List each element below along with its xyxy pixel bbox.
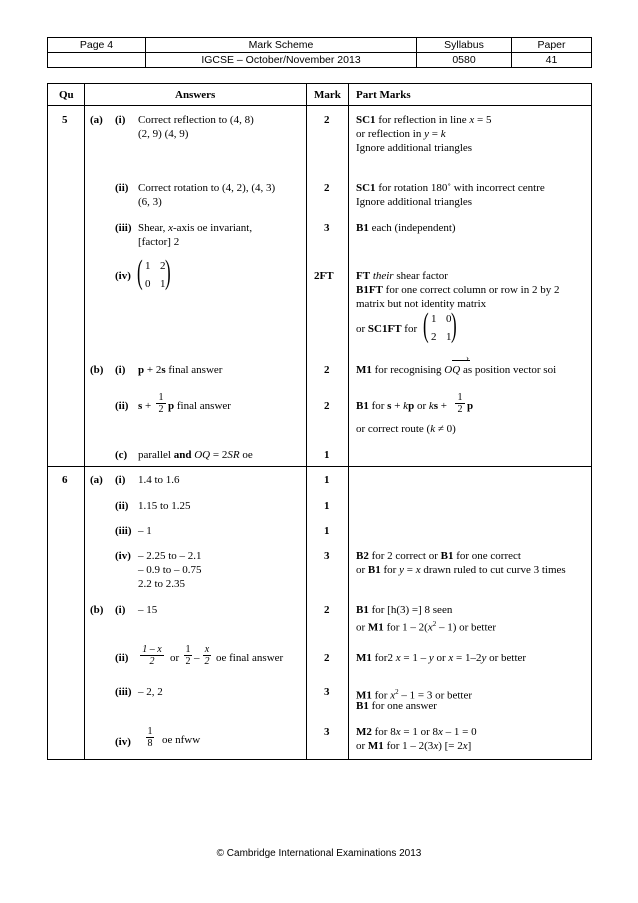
part-marks-text: B1 for one answer xyxy=(356,700,437,712)
header-syllabus-label: Syllabus xyxy=(417,38,512,53)
answer-text: (2, 9) (4, 9) xyxy=(138,128,189,140)
mark-value: 2 xyxy=(324,114,330,126)
answer-text: Shear, x-axis oe invariant, xyxy=(138,222,253,234)
matrix-right-bracket: ) xyxy=(451,307,457,344)
header-paper-label: Paper xyxy=(512,38,592,53)
mark-value: 3 xyxy=(324,222,330,234)
part-marks-text: M1 for $x^2 - 1 = 3$ or better xyxy=(356,688,473,702)
part-marks-text: SC1 for rotation 180˚ with incorrect centre xyxy=(356,182,545,194)
part-marks-text: B1FT for one correct column or row in 2 by 2 xyxy=(356,284,560,296)
answer-text: oe nfww xyxy=(162,734,201,746)
answer-text: – 0.9 to – 0.75 xyxy=(138,564,202,576)
subpart-label: (iii) xyxy=(115,686,132,698)
subpart-label: (iii) xyxy=(115,525,132,537)
header-empty xyxy=(48,53,146,68)
matrix-entry: 1 xyxy=(145,260,151,272)
answer-text: – xyxy=(194,652,200,664)
question-number: 5 xyxy=(62,114,68,126)
mark-value: 1 xyxy=(324,474,330,486)
part-marks-text: B1 for [h(3) =] 8 seen xyxy=(356,604,453,616)
subpart-label: (iv) xyxy=(115,270,131,282)
fraction: $\frac{1}{2}$ xyxy=(185,644,191,667)
answer-text: [factor] 2 xyxy=(138,236,180,248)
fraction: $\frac{1}{2}$ xyxy=(455,392,465,415)
answer-text: p final answer xyxy=(168,400,231,412)
subpart-label: (i) xyxy=(115,474,126,486)
part-label: (b) xyxy=(90,364,104,376)
answer-text: parallel and OQ = 2SR oe xyxy=(138,449,253,461)
part-marks-text: M1 for recognising OQ as position vector soi xyxy=(356,364,557,376)
answer-text: Correct rotation to (4, 2), (4, 3) xyxy=(138,182,276,194)
matrix-left-bracket: ( xyxy=(423,307,429,344)
matrix-entry: 1 xyxy=(431,313,437,325)
copyright-footer: © Cambridge International Examinations 2013 xyxy=(216,848,422,859)
matrix-entry: 0 xyxy=(145,278,151,290)
col-divider xyxy=(306,83,307,760)
fraction: $\frac{x}{2}$ xyxy=(204,644,210,667)
answer-text: 1.4 to 1.6 xyxy=(138,474,180,486)
answer-text: – 2.25 to – 2.1 xyxy=(138,550,202,562)
matrix-entry: 2 xyxy=(160,260,166,272)
vector-arrow-head: › xyxy=(466,353,469,363)
subpart-label: (ii) xyxy=(115,500,129,512)
part-label: (a) xyxy=(90,114,103,126)
part-marks-text: B1 for s + kp or ks + xyxy=(356,400,447,412)
col-header-qu: Qu xyxy=(59,89,74,101)
mark-value: 3 xyxy=(324,686,330,698)
part-marks-text: or M1 for $1 - 2(x^2 - 1)$ or better xyxy=(356,620,497,634)
mark-value: 1 xyxy=(324,525,330,537)
row-divider xyxy=(47,105,592,106)
answer-text: or xyxy=(170,652,180,664)
part-marks-text: B1 each (independent) xyxy=(356,222,456,234)
subpart-label: (ii) xyxy=(115,652,129,664)
mark-value: 1 xyxy=(324,449,330,461)
part-marks-text: matrix but not identity matrix xyxy=(356,298,487,310)
answer-text: 1.15 to 1.25 xyxy=(138,500,191,512)
col-header-part-marks: Part Marks xyxy=(356,89,411,101)
answer-text: oe final answer xyxy=(216,652,284,664)
col-divider xyxy=(84,83,85,760)
part-marks-text: or B1 for y = x drawn ruled to cut curve 3 times xyxy=(356,564,566,576)
matrix-right-bracket: ) xyxy=(165,254,171,291)
answer-text: Correct reflection to (4, 8) xyxy=(138,114,254,126)
subpart-label: (iv) xyxy=(115,550,131,562)
mark-value: 2 xyxy=(324,400,330,412)
answer-text: – 1 xyxy=(138,525,152,537)
mark-value: 3 xyxy=(324,726,330,738)
answer-text: s + xyxy=(138,400,152,412)
header-page: Page 4 xyxy=(48,38,146,53)
subpart-label: (ii) xyxy=(115,400,129,412)
fraction: $\frac{1}{2}$ xyxy=(156,392,166,415)
subpart-label: (i) xyxy=(115,364,126,376)
mark-value: 2 xyxy=(324,182,330,194)
header-table xyxy=(47,37,592,68)
fraction: $\frac{1 - x}{2}$ xyxy=(140,644,164,667)
part-marks-text: or M1 for 1 – 2(3x) [= 2x] xyxy=(356,740,472,752)
answer-text: p + 2s final answer xyxy=(138,364,223,376)
header-syllabus-value: 0580 xyxy=(417,53,512,68)
col-header-mark: Mark xyxy=(314,89,341,101)
matrix-entry: 1 xyxy=(446,331,452,343)
col-header-answers: Answers xyxy=(175,89,216,101)
matrix-entry: 0 xyxy=(446,313,452,325)
subpart-label: (iii) xyxy=(115,222,132,234)
answer-text: – 2, 2 xyxy=(138,686,163,698)
part-marks-text: or correct route (k ≠ 0) xyxy=(356,423,456,435)
part-marks-text: SC1 for reflection in line x = 5 xyxy=(356,114,492,126)
subpart-label: (ii) xyxy=(115,182,129,194)
subpart-label: (i) xyxy=(115,114,126,126)
answer-text: (6, 3) xyxy=(138,196,162,208)
matrix-left-bracket: ( xyxy=(137,254,143,291)
mark-value: 2 xyxy=(324,652,330,664)
header-title: Mark Scheme xyxy=(146,38,417,53)
header-subtitle: IGCSE – October/November 2013 xyxy=(146,53,417,68)
part-marks-text: or reflection in y = k xyxy=(356,128,446,140)
part-marks-text: B2 for 2 correct or B1 for one correct xyxy=(356,550,521,562)
matrix-entry: 2 xyxy=(431,331,437,343)
subpart-label: (iv) xyxy=(115,736,131,748)
part-label: (a) xyxy=(90,474,103,486)
fraction: $\frac{1}{8}$ xyxy=(147,726,153,749)
part-marks-text: M2 for 8x = 1 or 8x – 1 = 0 xyxy=(356,726,477,738)
col-divider xyxy=(348,83,349,760)
answer-text: – 15 xyxy=(138,604,158,616)
row-divider xyxy=(47,466,592,467)
mark-value: 2 xyxy=(324,604,330,616)
part-label: (b) xyxy=(90,604,104,616)
question-number: 6 xyxy=(62,474,68,486)
mark-value: 2FT xyxy=(314,270,334,282)
mark-value: 1 xyxy=(324,500,330,512)
part-marks-text: M1 for2 x = 1 – y or x = 1–2y or better xyxy=(356,652,527,664)
answer-text: 2.2 to 2.35 xyxy=(138,578,186,590)
subpart-label: (c) xyxy=(115,449,128,461)
matrix-entry: 1 xyxy=(160,278,166,290)
part-marks-text: FT their shear factor xyxy=(356,270,448,282)
mark-value: 3 xyxy=(324,550,330,562)
part-marks-text: or SC1FT for xyxy=(356,323,418,335)
mark-value: 2 xyxy=(324,364,330,376)
subpart-label: (i) xyxy=(115,604,126,616)
part-marks-text: Ignore additional triangles xyxy=(356,142,473,154)
part-marks-text: Ignore additional triangles xyxy=(356,196,473,208)
header-paper-value: 41 xyxy=(512,53,592,68)
part-marks-text: p xyxy=(467,400,474,412)
